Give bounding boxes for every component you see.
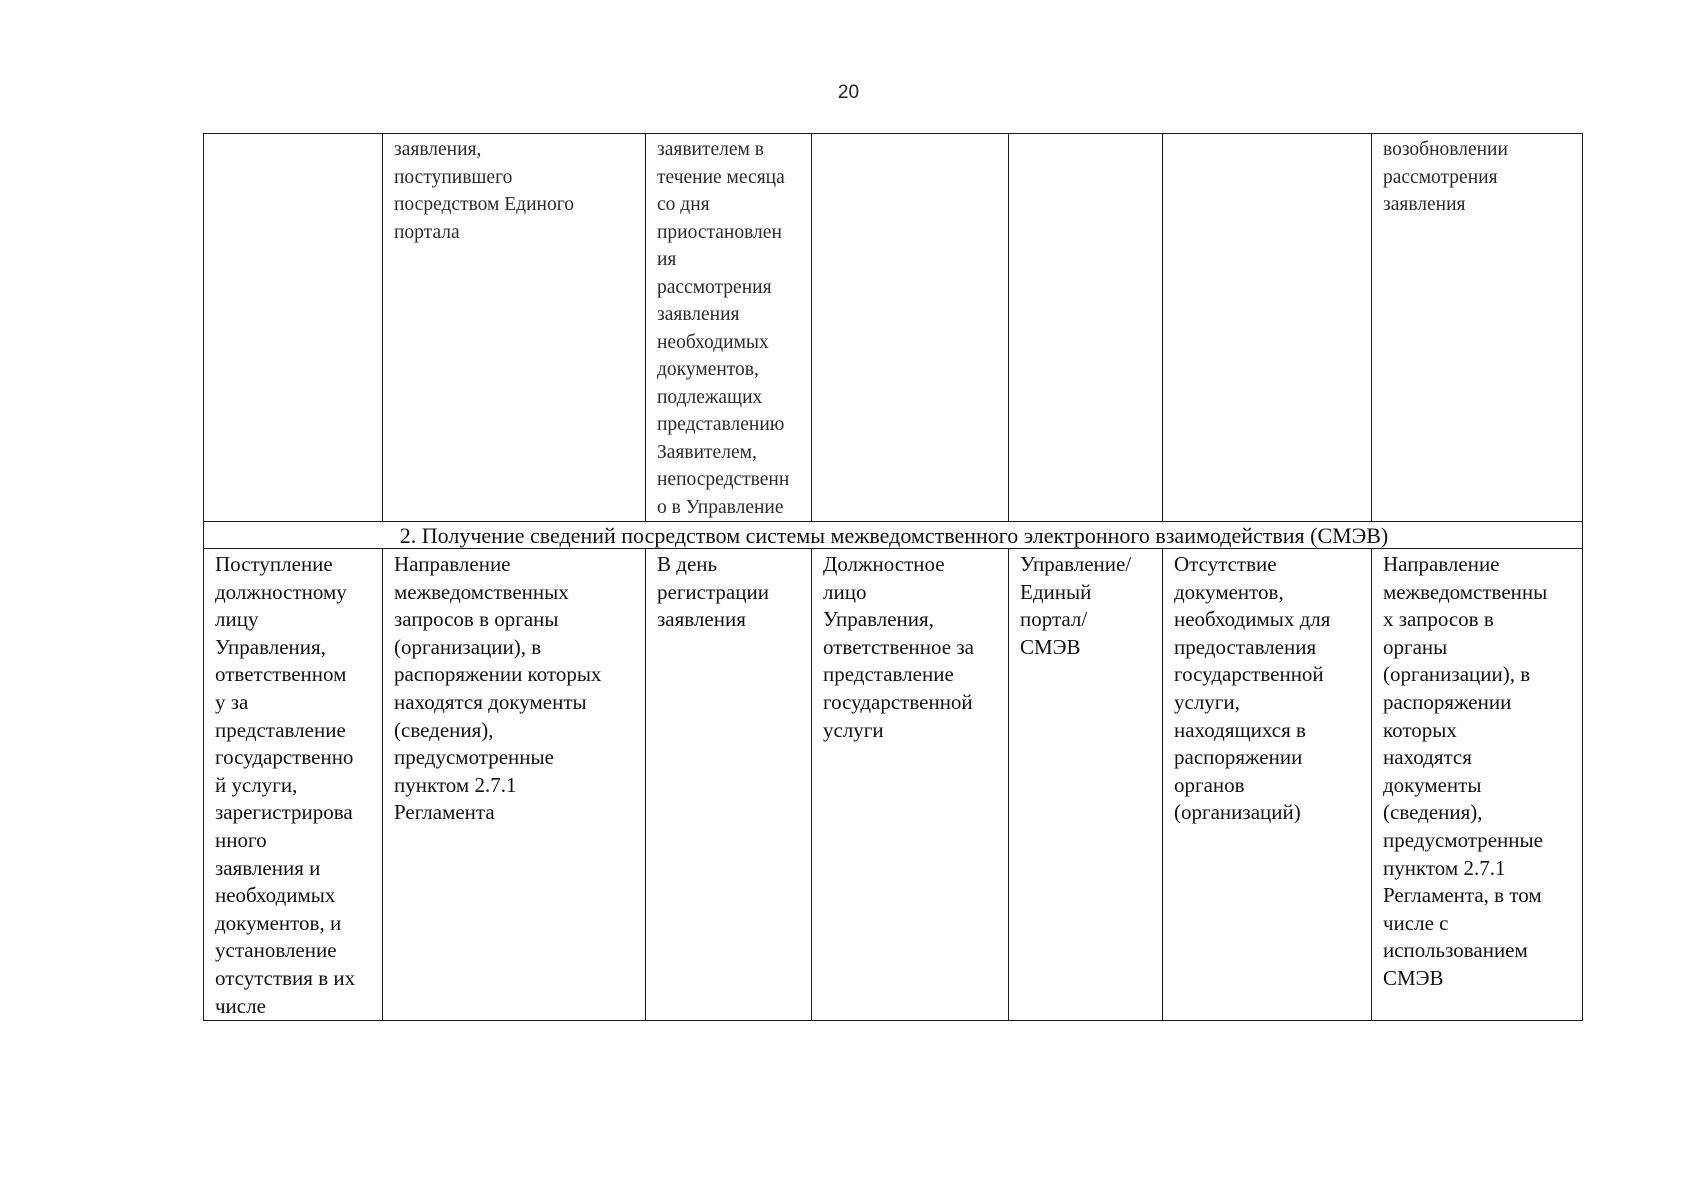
cell-top-1 [204, 134, 383, 522]
table-row [204, 549, 1583, 1021]
page-number: 20 [837, 82, 860, 103]
cell-top-7: возобновлении рассмотрения заявления [1372, 134, 1583, 522]
section-header: 2. Получение сведений посредством системы межведомственного электронного взаимодействия (СМЭВ) [204, 522, 1583, 549]
cell-top-4 [812, 134, 1009, 522]
cell-action-result: Направление межведомственны х запросов в органы (организации), в распоряжении которых находятся документы (сведения), предусмотренные пунктом 2.7.1 Регламента, в том числе с использованием СМЭВ [1372, 549, 1583, 1021]
cell-action-term: В день регистрации заявления [646, 549, 812, 1021]
cell-place-of-execution: Управление/ Единый портал/ СМЭВ [1009, 549, 1163, 1021]
cell-top-3: заявителем в течение месяца со дня приостановлен ия рассмотрения заявления необходимых документов, подлежащих представлению Заявителем, непосредственн о в Управление [646, 134, 812, 522]
cell-decision-criteria: Отсутствие документов, необходимых для предоставления государственной услуги, находящихся в распоряжении органов (организаций) [1163, 549, 1372, 1021]
cell-responsible-official: Должностное лицо Управления, ответственное за представление государственной услуги [812, 549, 1009, 1021]
cell-top-5 [1009, 134, 1163, 522]
cell-top-6 [1163, 134, 1372, 522]
table-section-header-row [204, 522, 1583, 549]
cell-action-basis: Поступление должностному лицу Управления, ответственном у за представление государственно й услуги, зарегистрирова нного заявления и необходимых документов, и установление отсутствия в их числе [204, 549, 383, 1021]
cell-action-content: Направление межведомственных запросов в органы (организации), в распоряжении которых находятся документы (сведения), предусмотренные пунктом 2.7.1 Регламента [383, 549, 646, 1021]
cell-top-2: заявления, поступившего посредством Единого портала [383, 134, 646, 522]
procedure-table [203, 133, 1583, 1021]
table-row-continuation [204, 134, 1583, 522]
